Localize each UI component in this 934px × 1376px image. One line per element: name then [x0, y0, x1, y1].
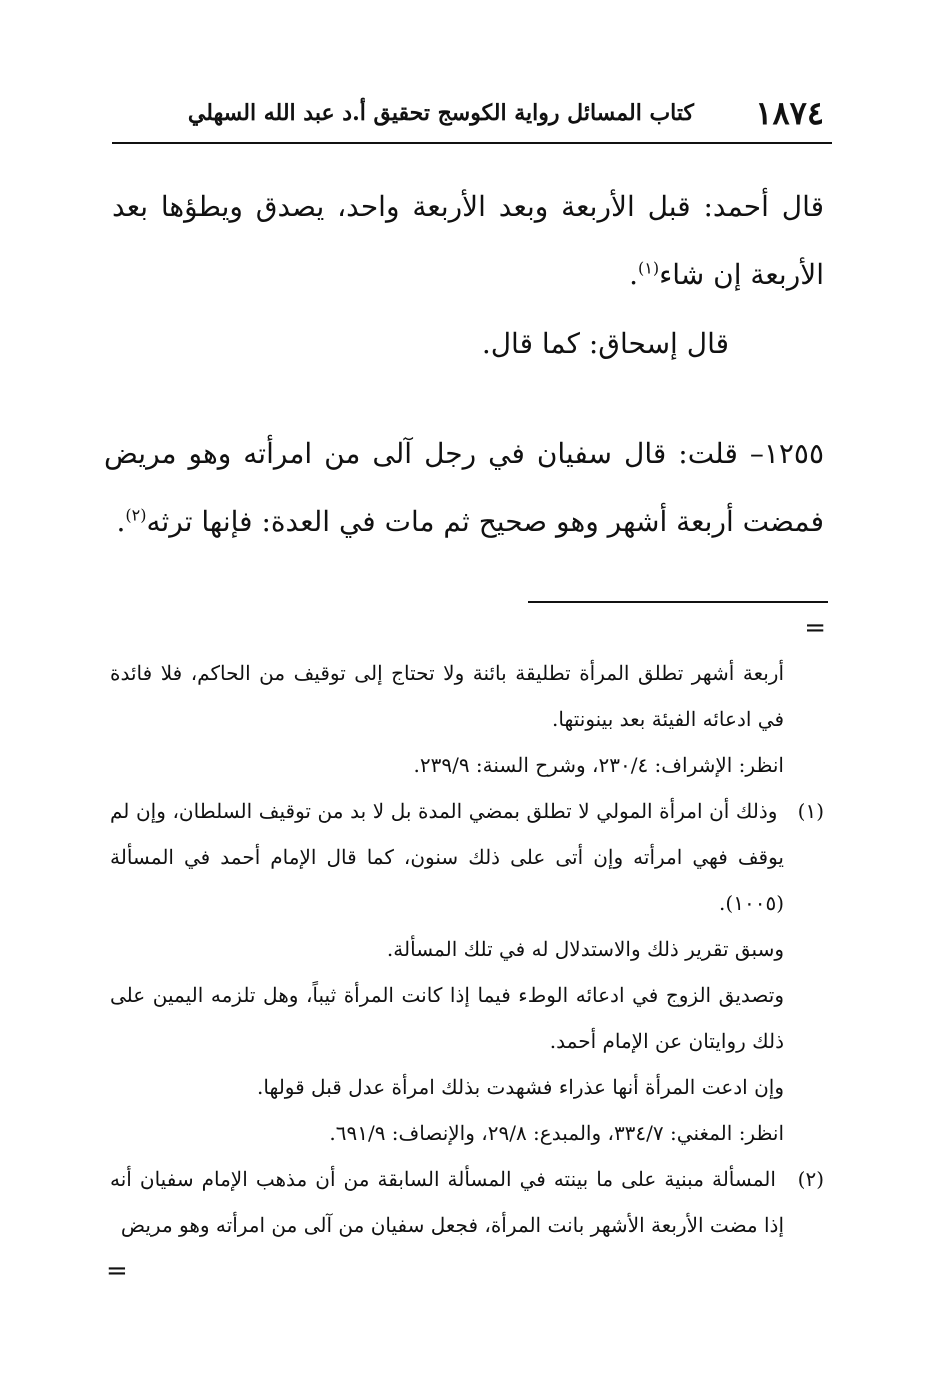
footnote-line: [110, 926, 824, 972]
footnote-ref-2: (٢): [125, 505, 147, 525]
footnotes-block: [110, 650, 824, 1248]
footnote-2: [110, 1156, 824, 1248]
footnote-line-text: المسألة مبنية على ما بينته في المسألة السابقة من أن مذهب الإمام سفيان أنه إذا مضت الأربعة الأشهر بانت المرأة، فجعل سفيان من آلى من امرأته وهو مريض: [110, 1167, 784, 1237]
footnote-line: [110, 742, 824, 788]
footnote-line: [110, 650, 824, 742]
footnote-number: (١): [797, 799, 824, 823]
body-paragraph-ahmad-text: قال أحمد: قبل الأربعة وبعد الأربعة واحد، يصدق ويطؤها بعد الأربعة إن شاء: [112, 190, 824, 291]
footnote-line-text: انظر: المغني: ٧/‏٣٣٤، والمبدع: ٨/‏٢٩، والإنصاف: ٩/‏٦٩١.: [329, 1121, 784, 1145]
footnote-separator: [528, 601, 828, 603]
footnote-line: [110, 972, 824, 1064]
body-paragraph-ahmad-end: .: [629, 258, 639, 291]
body-paragraph-ishaq-text: قال إسحاق: كما قال.: [481, 327, 729, 360]
footnote-line-text: أربعة أشهر تطلق المرأة تطليقة بائنة ولا تحتاج إلى توقيف من الحاكم، فلا فائدة في ادعائه الفيئة بعد بينونتها.: [110, 661, 784, 731]
footnote-1: [110, 788, 824, 926]
footnote-ref-1: (١): [638, 258, 660, 278]
footnote-line-text: وتصديق الزوج في ادعائه الوطء فيما إذا كانت المرأة ثيباً، وهل تلزمه اليمين على ذلك روايتان عن الإمام أحمد.: [110, 983, 784, 1053]
page-number: ١٨٧٤: [755, 94, 824, 132]
continuation-mark-bottom: =: [106, 1256, 128, 1286]
header-rule: [112, 142, 832, 144]
body-paragraph-ishaq: [112, 310, 729, 378]
footnote-line-text: وذلك أن امرأة المولي لا تطلق بمضي المدة بل لا بد من توقيف السلطان، وإن لم يوقف فهي امرأته وإن أتى على ذلك سنون، كما قال الإمام أحمد في المسألة (١٠٠٥).: [110, 799, 784, 915]
continuation-mark-top: =: [804, 613, 826, 643]
footnote-line-text: انظر: الإشراف: ٤/‏٢٣٠، وشرح السنة: ٩/‏٢٣٩.: [413, 753, 784, 777]
footnote-number: (٢): [797, 1167, 824, 1191]
body-paragraph-1255-end: .: [116, 505, 126, 538]
body-paragraph-1255: [104, 420, 824, 556]
body-paragraph-ahmad: [112, 173, 824, 309]
body-paragraph-1255-text: ١٢٥٥– قلت: قال سفيان في رجل آلى من امرأته وهو مريض فمضت أربعة أشهر وهو صحيح ثم مات في العدة: فإنها ترثه: [104, 437, 824, 538]
footnote-line-text: وسبق تقرير ذلك والاستدلال له في تلك المسألة.: [386, 937, 784, 961]
footnote-line-text: وإن ادعت المرأة أنها عذراء فشهدت بذلك امرأة عدل قبل قولها.: [257, 1075, 784, 1099]
footnote-line: [110, 1064, 824, 1110]
running-header-title: كتاب المسائل رواية الكوسج تحقيق أ.د عبد الله السهلي: [187, 100, 694, 126]
footnote-line: [110, 1110, 824, 1156]
